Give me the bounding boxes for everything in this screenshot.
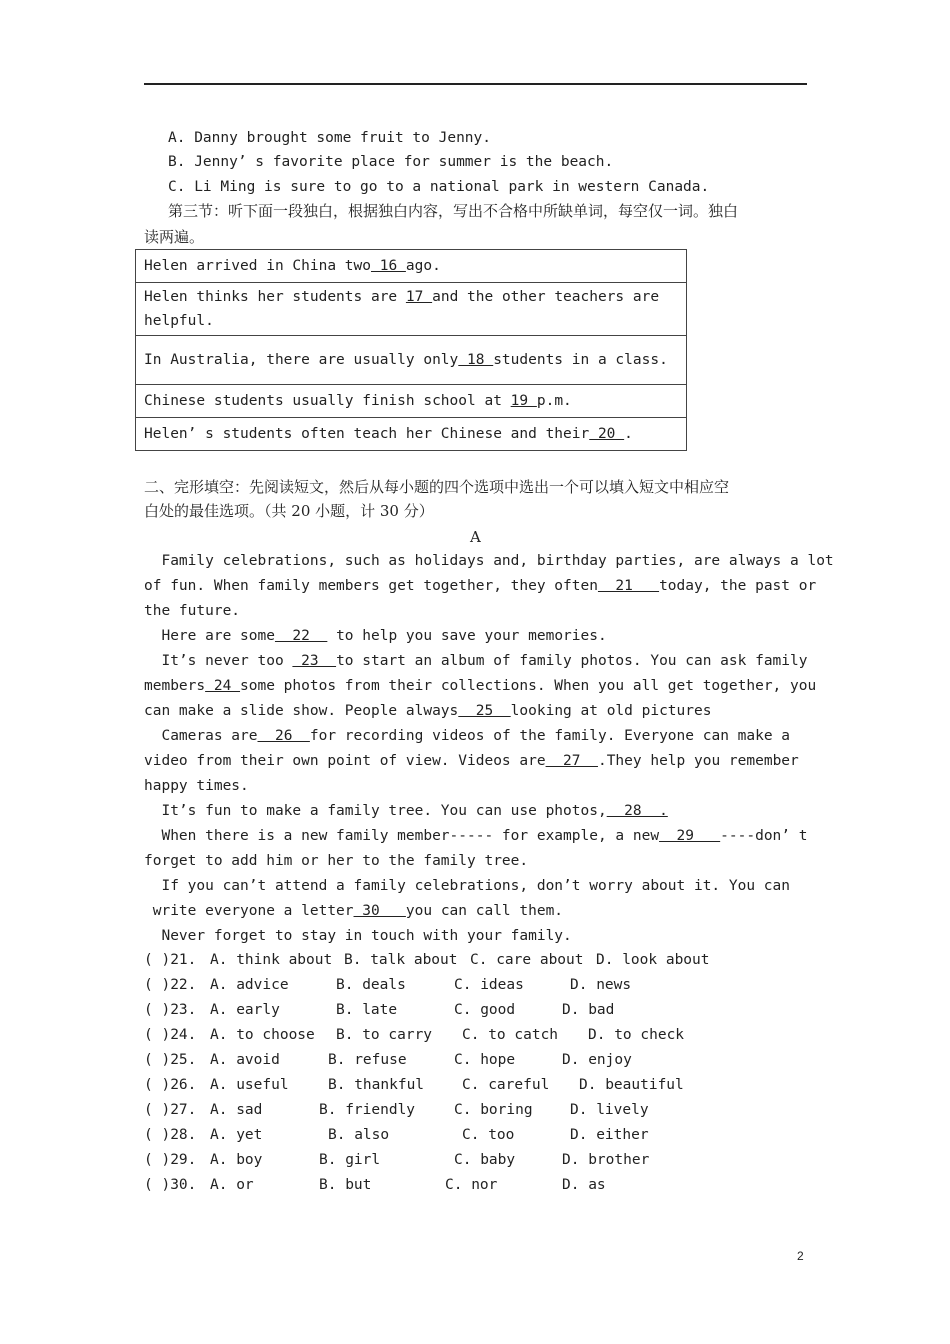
blank-27: 27 bbox=[545, 753, 598, 769]
blank-19: 19 bbox=[510, 393, 537, 409]
passage-line: write everyone a letter 30 you can call them. bbox=[144, 903, 564, 919]
question-22: ( )22. A. advice B. deals C. ideas D. news bbox=[144, 977, 632, 993]
question-25: ( )25. A. avoid B. refuse C. hope D. enjoy bbox=[144, 1052, 632, 1068]
listening-table bbox=[135, 249, 687, 451]
question-30: ( )30. A. or B. but C. nor D. as bbox=[144, 1177, 606, 1193]
passage-label: A bbox=[470, 528, 481, 546]
question-26: ( )26. A. useful B. thankful C. careful D. beautiful bbox=[144, 1077, 684, 1093]
part2-heading: 二、完形填空：先阅读短文，然后从每小题的四个选项中选出一个可以填入短文中相应空 bbox=[144, 478, 730, 496]
question-28: ( )28. A. yet B. also C. too D. either bbox=[144, 1127, 649, 1143]
passage-line: the future. bbox=[144, 603, 241, 619]
blank-24: 24 bbox=[205, 678, 241, 694]
blank-18: 18 bbox=[458, 352, 494, 368]
blank-26: 26 bbox=[257, 728, 310, 744]
question-24: ( )24. A. to choose B. to carry C. to catch D. to check bbox=[144, 1027, 685, 1043]
blank-29: 29 bbox=[659, 828, 721, 844]
blank-22: 22 bbox=[274, 628, 328, 644]
blank-21: 21 bbox=[597, 578, 660, 594]
header-rule bbox=[144, 83, 807, 85]
section3-instruction-cont: 读两遍。 bbox=[144, 228, 205, 246]
table-row: Helen’ s students often teach her Chinese and their 20 . bbox=[136, 418, 687, 451]
passage-line: It’s never too 23 to start an album of family photos. You can ask family bbox=[144, 653, 808, 669]
passage-line: Here are some 22 to help you save your memories. bbox=[144, 628, 607, 644]
passage-line: Never forget to stay in touch with your family. bbox=[144, 928, 572, 944]
table-row: In Australia, there are usually only 18 students in a class. bbox=[136, 336, 687, 385]
question-21: ( )21. A. think about B. talk about C. care about D. look about bbox=[144, 952, 710, 968]
passage-line: When there is a new family member----- for example, a new 29 ----don’ t bbox=[144, 828, 808, 844]
passage-line: video from their own point of view. Videos are 27 .They help you remember bbox=[144, 753, 799, 769]
passage-line: Family celebrations, such as holidays and, birthday parties, are always a lot bbox=[144, 553, 834, 569]
option-c: C. Li Ming is sure to go to a national park in western Canada. bbox=[168, 179, 710, 195]
passage-line: members 24 some photos from their collections. When you all get together, you bbox=[144, 678, 817, 694]
passage-line: It’s fun to make a family tree. You can use photos, 28 . bbox=[144, 803, 668, 819]
blank-16: 16 bbox=[370, 258, 406, 274]
passage-line: Cameras are 26 for recording videos of the family. Everyone can make a bbox=[144, 728, 791, 744]
blank-25: 25 bbox=[458, 703, 511, 719]
option-b: B. Jenny’ s favorite place for summer is the beach. bbox=[168, 154, 614, 170]
question-23: ( )23. A. early B. late C. good D. bad bbox=[144, 1002, 615, 1018]
table-row: Helen thinks her students are 17 and the other teachers are helpful. bbox=[136, 283, 687, 336]
table-row: Helen arrived in China two 16 ago. bbox=[136, 250, 687, 283]
part2-heading-cont: 白处的最佳选项。（共 20 小题，计 30 分） bbox=[144, 502, 434, 520]
blank-20: 20 bbox=[589, 426, 625, 442]
option-a: A. Danny brought some fruit to Jenny. bbox=[168, 130, 492, 146]
blank-28: 28 . bbox=[606, 803, 668, 819]
blank-23: 23 bbox=[292, 653, 337, 669]
section3-instruction: 第三节：听下面一段独白，根据独白内容，写出不合格中所缺单词，每空仅一词。独白 bbox=[168, 202, 739, 220]
question-29: ( )29. A. boy B. girl C. baby D. brother bbox=[144, 1152, 650, 1168]
passage-line: forget to add him or her to the family tree. bbox=[144, 853, 529, 869]
question-27: ( )27. A. sad B. friendly C. boring D. lively bbox=[144, 1102, 649, 1118]
passage-line: can make a slide show. People always 25 looking at old pictures bbox=[144, 703, 712, 719]
passage-line: If you can’t attend a family celebrations, don’t worry about it. You can bbox=[144, 878, 791, 894]
blank-17: 17 bbox=[405, 289, 433, 305]
passage-line: happy times. bbox=[144, 778, 249, 794]
blank-30: 30 bbox=[353, 903, 406, 919]
passage-line: of fun. When family members get together, they often 21 today, the past or bbox=[144, 578, 817, 594]
page-number: 2 bbox=[797, 1249, 804, 1263]
table-row: Chinese students usually finish school at 19 p.m. bbox=[136, 385, 687, 418]
